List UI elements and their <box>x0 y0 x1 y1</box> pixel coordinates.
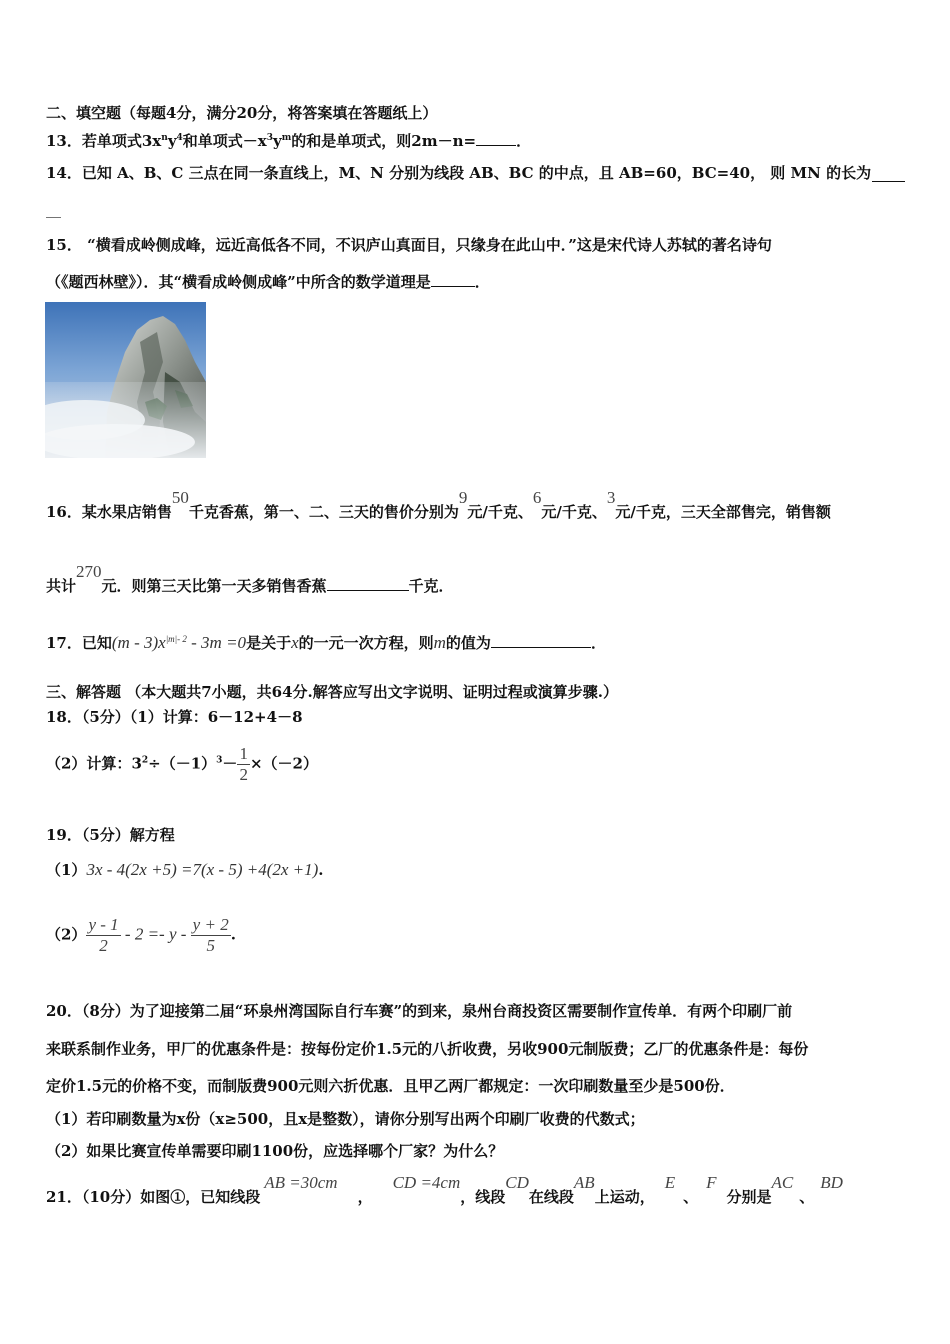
q17-variable: m <box>433 633 446 652</box>
q17-equation: - 3m =0 <box>186 633 247 652</box>
question-20-sub-1: （1）若印刷数量为x份（x≥500，且x是整数），请你分别写出两个印刷厂收费的代数式； <box>46 1110 645 1128</box>
q21-math: F <box>706 1173 717 1192</box>
q19-text: . <box>318 861 324 879</box>
question-15-line-2 <box>46 271 490 292</box>
answer-blank <box>431 285 475 287</box>
question-16 <box>46 488 831 522</box>
answer-blank <box>491 646 591 648</box>
q16-text: 元．则第三天比第一天多销售香蕉 <box>101 577 327 595</box>
q16-text: 元/千克、 <box>467 503 533 521</box>
q18-exp: 2 <box>141 755 149 766</box>
question-19-part-2 <box>46 915 236 956</box>
q16-text: 千克香蕉，第一、二、三天的售价分别为 <box>188 503 459 521</box>
q17-text: 的一元一次方程，则 <box>298 634 434 652</box>
q15-text: ． <box>474 273 490 291</box>
fraction-numerator: y + 2 <box>192 915 229 934</box>
q19-equation: - 2 =- y - <box>120 924 191 944</box>
question-16-line-2 <box>46 562 454 596</box>
fraction-right <box>191 915 231 956</box>
q19-label: （1） <box>46 861 87 879</box>
fraction-denominator: 2 <box>239 765 248 784</box>
q21-text: ，线段 <box>460 1188 506 1206</box>
q21-math: E <box>664 1173 676 1192</box>
q21-math: CD =4cm <box>392 1173 461 1192</box>
q17-variable: x <box>291 633 299 652</box>
q16-text: 共计 <box>46 577 77 595</box>
q17-text: ． <box>590 634 606 652</box>
question-18-part-1: 18．（5分）（1）计算：6－12+4－8 <box>46 708 303 726</box>
q21-text: 、 <box>683 1188 699 1206</box>
q18-exp: 3 <box>216 755 223 766</box>
answer-blank <box>476 144 516 146</box>
q15-text: （《题西林壁》）．其“横看成岭侧成峰”中所含的数学道理是 <box>46 273 431 291</box>
q19-text: . <box>230 925 236 944</box>
question-20-sub-2: （2）如果比赛宣传单需要印刷1100份，应选择哪个厂家？为什么？ <box>46 1142 504 1160</box>
mountain-image <box>45 302 206 458</box>
q21-text: 21．（10分）如图①，已知线段 <box>46 1188 261 1206</box>
question-21 <box>46 1173 843 1207</box>
question-19: 19．（5分）解方程 <box>46 826 175 844</box>
q17-text: 的值为 <box>445 634 491 652</box>
mountain-illustration <box>45 302 206 458</box>
fraction-one-half <box>237 744 250 785</box>
q21-text: ， <box>357 1188 373 1206</box>
q19-label: （2） <box>46 925 87 944</box>
q13-text: 和单项式－x <box>182 132 267 150</box>
question-20-line-3: 定价1.5元的价格不变，而制版费900元则六折优惠．且甲乙两厂都规定：一次印刷数量至少是500份． <box>46 1077 735 1095</box>
answer-blank <box>872 180 905 182</box>
fraction-left <box>86 915 120 956</box>
q21-math: BD <box>820 1173 843 1192</box>
q16-text: 千克． <box>408 577 454 595</box>
q21-math: CD <box>505 1173 529 1192</box>
q13-text: y <box>167 132 177 150</box>
q16-text: 元/千克，三天全部售完，销售额 <box>615 503 831 521</box>
q17-equation: (m - 3)x <box>111 633 166 652</box>
q16-text: 元/千克、 <box>541 503 607 521</box>
q21-math: AB <box>573 1173 595 1192</box>
question-17 <box>46 632 606 653</box>
q13-text: y <box>273 132 282 150</box>
q21-text: 、 <box>799 1188 815 1206</box>
fraction-numerator: y - 1 <box>88 915 119 934</box>
q16-value: 3 <box>606 488 616 507</box>
question-19-part-1 <box>46 859 324 880</box>
question-18-part-2 <box>46 744 318 785</box>
q19-equation: 3x - 4(2x +5) =7(x - 5) +4(2x +1) <box>86 860 319 879</box>
answer-blank <box>327 589 409 591</box>
fraction-denominator: 2 <box>99 936 108 955</box>
q21-text: 上运动， <box>594 1188 655 1206</box>
q13-text: 13．若单项式3x <box>46 132 162 150</box>
q21-text: 在线段 <box>528 1188 574 1206</box>
q17-text: 17．已知 <box>46 634 112 652</box>
q21-math: AC <box>771 1173 794 1192</box>
q18-text: － <box>222 754 238 773</box>
question-14 <box>46 162 871 183</box>
q14-continuation: __ <box>46 200 61 218</box>
q17-exponent: |m|- 2 <box>165 634 187 644</box>
q13-exp: m <box>281 133 292 143</box>
section-2-header: 二、填空题（每题4分，满分20分，将答案填在答题纸上） <box>46 104 438 122</box>
q16-value: 9 <box>458 488 468 507</box>
q21-text: 分别是 <box>726 1188 772 1206</box>
q16-text: 16．某水果店销售 <box>46 503 172 521</box>
q21-math: AB =30cm <box>264 1173 338 1192</box>
section-3-header: 三、解答题 （本大题共7小题，共64分.解答应写出文字说明、证明过程或演算步骤.） <box>46 683 618 701</box>
question-20-line-1: 20．（8分）为了迎接第二届“环泉州湾国际自行车赛”的到来，泉州台商投资区需要制作宣传单．有两个印刷厂前 <box>46 1002 793 1020</box>
q17-text: 是关于 <box>246 634 292 652</box>
q18-text: ÷（－1） <box>148 754 217 773</box>
q14-text: 14．已知 A、B、C 三点在同一条直线上，M、N 分别为线段 AB、BC 的中点，且 AB=60，BC=40， 则 MN 的长为 <box>46 164 872 182</box>
q16-value: 6 <box>532 488 542 507</box>
q13-exp: 4 <box>176 133 183 143</box>
fraction-denominator: 5 <box>206 936 215 955</box>
question-20-line-2: 来联系制作业务，甲厂的优惠条件是：按每份定价1.5元的八折收费，另收900元制版费；乙厂的优惠条件是：每份 <box>46 1040 809 1058</box>
q13-exp: 3 <box>266 133 274 143</box>
q13-text: ． <box>516 132 532 150</box>
fraction-numerator: 1 <box>239 744 248 763</box>
q18-text: ×（－2） <box>249 754 318 773</box>
q13-exp: n <box>161 133 168 143</box>
question-15-line-1: 15． “横看成岭侧成峰，远近高低各不同，不识庐山真面目，只缘身在此山中．”这是宋代诗人苏轼的著名诗句 <box>46 236 772 254</box>
q13-text: 的和是单项式，则2m－n= <box>291 132 477 150</box>
q16-value: 50 <box>171 488 189 507</box>
q16-value: 270 <box>76 562 102 581</box>
q18-text: （2）计算：3 <box>46 754 142 773</box>
question-13 <box>46 130 531 151</box>
